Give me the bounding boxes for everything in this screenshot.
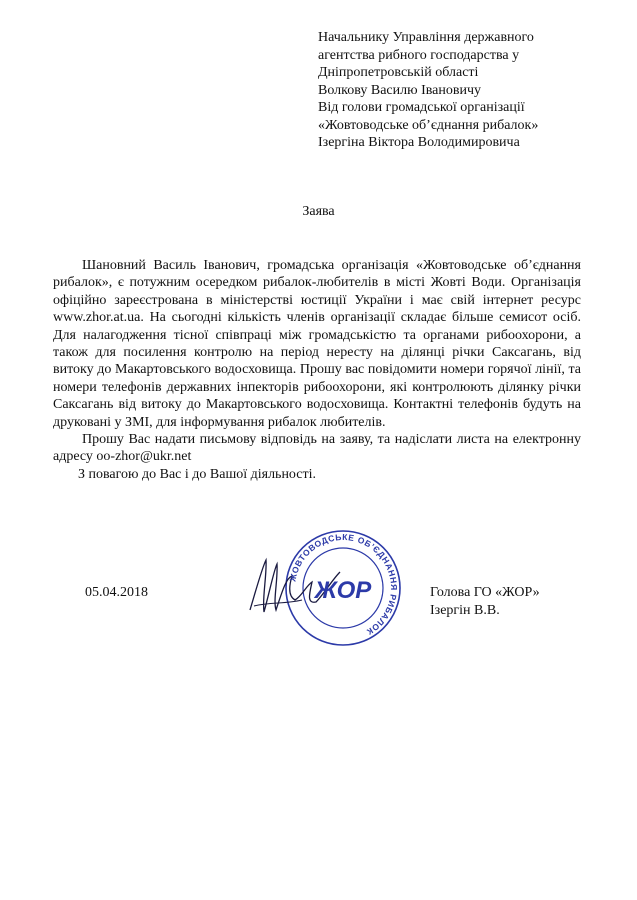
signer-name: Ізергін В.В.	[430, 602, 500, 618]
seal-ring-text: ЖОВТОВОДСЬКЕ ОБ’ЄДНАННЯ РИБАЛОК	[287, 531, 400, 638]
addressee-line: Ізергіна Віктора Володимировича	[318, 135, 520, 150]
document-date: 05.04.2018	[85, 585, 148, 600]
addressee-line: Дніпропетровській області	[318, 65, 479, 80]
addressee-line: агентства рибного господарства у	[318, 47, 520, 63]
letter-body	[53, 257, 581, 483]
body-paragraph: Прошу Вас надати письмову відповідь на заяву, та надіслати листа на електронну адресу oo-zhor@ukr.net	[53, 432, 581, 465]
addressee-block	[318, 29, 618, 152]
document-title: Заява	[302, 204, 335, 219]
seal-stamp	[240, 520, 410, 650]
body-paragraph: Шановний Василь Іванович, громадська організація «Жовтоводське об’єднання рибалок», є потужним осередком рибалок-любителів в місті Жовті Води. Організація офіційно зареєстрована в міністерстві юстиції України і має свій інтернет ресурс www.zhor.at.ua. На сьогодні кількість членів організації складає більше семисот осіб. Для налагодження тісної співпраці між громадськістю та органами рибоохорони, а також для посилення контролю на період нересту на ділянці річки Саксагань, від витоку до Макартовського водосховища. Прошу вас повідомити номери горячої лінії, та номери телефонів державних інпекторів рибоохорони, які контролюють ділянку річки Саксагань від витоку до Макартовського водосховища. Контактні телефонів будуть на друковані у ЗМІ, для інформування рибалок любителів.	[53, 258, 581, 430]
seal-center-text: ЖОР	[314, 577, 372, 604]
addressee-line: Волкову Василю Івановичу	[318, 82, 482, 98]
addressee-line: Начальнику Управління державного	[318, 30, 534, 45]
addressee-line: «Жовтоводське об’єднання рибалок»	[318, 117, 539, 133]
addressee-line: Від голови громадської організації	[318, 100, 525, 115]
closing-line: З повагою до Вас і до Вашої діяльності.	[78, 466, 317, 482]
signer-position: Голова ГО «ЖОР»	[430, 585, 540, 600]
signer-block	[430, 584, 540, 619]
